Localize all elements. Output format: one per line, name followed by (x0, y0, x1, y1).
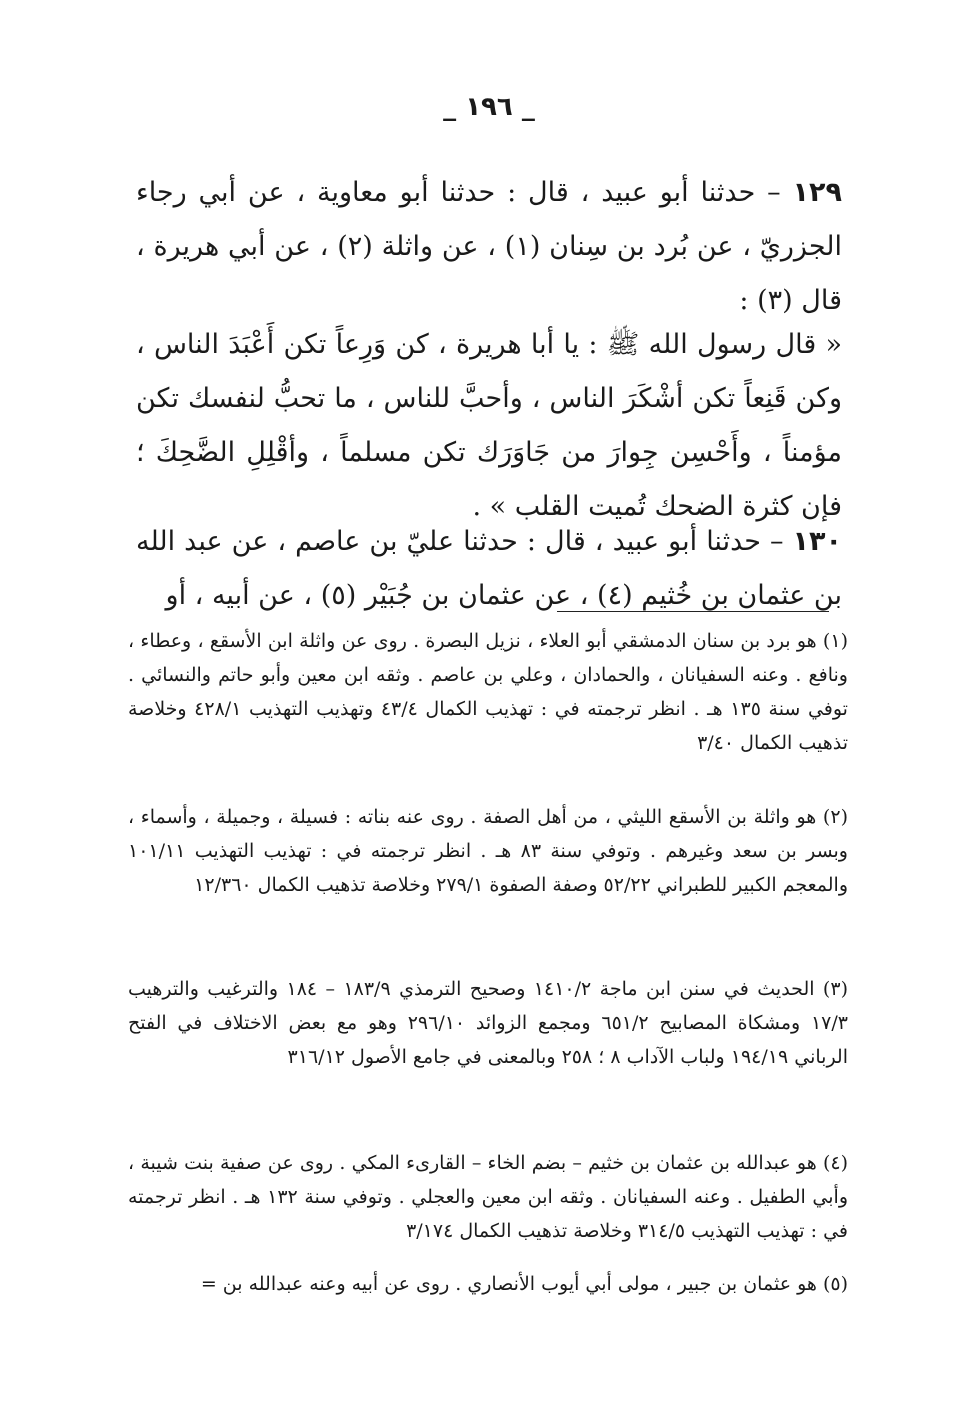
footnote-text: (١) هو برد بن سنان الدمشقي أبو العلاء ، نزيل البصرة . روى عن واثلة ابن الأسقع ، وعطاء ، ونافع . وعنه السفيانان ، والحمادان ، وعلي بن عاصم . وثقه ابن معين وأبو حاتم والنسائي . توفي سنة ١٣٥ هـ . انظر ترجمته في : تهذيب الكمال ٤٣/٤ وتهذيب التهذيب ٤٢٨/١ وخلاصة تذهيب الكمال ٣/٤٠ (128, 630, 848, 754)
hadith-129 (136, 166, 842, 328)
footnote-2 (128, 800, 848, 902)
hadith-number: ١٢٩ (792, 177, 842, 208)
hadith-number: ١٣٠ (792, 526, 842, 557)
footnote-text: (٤) هو عبدالله بن عثمان بن خثيم – بضم الخاء – القارىء المكي . روى عن صفية بنت شيبة ، وأبي الطفيل . وعنه السفيانان . وثقه ابن معين والعجلي . وتوفي سنة ١٣٢ هـ . انظر ترجمته في : تهذيب التهذيب ٣١٤/٥ وخلاصة تذهيب الكمال ٣/١٧٤ (128, 1152, 848, 1242)
footnote-1 (128, 624, 848, 760)
quote-text: « قال رسول الله ﷺ : يا أبا هريرة ، كن وَرِعاً تكن أَعْبَدَ الناس ، وكن قَنِعاً تكن أشْكَرَ الناس ، وأحبَّ للناس ، ما تحبُّ لنفسك تكن مؤمناً ، وأَحْسِن جِوارَ من جَاوَرَك تكن مسلماً ، وأقْلِلِ الضَّحِكَ ؛ فإن كثرة الضحك تُميت القلب » . (136, 329, 842, 522)
hadith-text: – حدثنا أبو عبيد ، قال : حدثنا عليّ بن عاصم ، عن عبد الله بن عثمان بن خُثيم (٤) ، عن عثمان بن جُبَيْر (٥) ، عن أبيه ، أو (136, 526, 842, 611)
hadith-text: – حدثنا أبو عبيد ، قال : حدثنا أبو معاوية ، عن أبي رجاء الجزريّ ، عن بُرد بن سِنان (١) ، عن واثلة (٢) ، عن أبي هريرة ، قال (٣) : (136, 177, 842, 316)
footnote-text: (٥) هو عثمان بن جبير ، مولى أبي أيوب الأنصاري . روى عن أبيه وعنه عبدالله بن = (200, 1273, 848, 1295)
hadith-130 (136, 515, 842, 623)
prophetic-quote (136, 318, 842, 534)
footnote-4 (128, 1146, 848, 1248)
footnote-separator (557, 611, 829, 612)
footnote-text: (٢) هو واثلة بن الأسقع الليثي ، من أهل الصفة . روى عنه بناته : فسيلة ، وجميلة ، وأسماء ، وبسر بن سعد وغيرهم . وتوفي سنة ٨٣ هـ . انظر ترجمته في : تهذيب التهذيب ١٠١/١١ والمعجم الكبير للطبراني ٥٢/٢٢ وصفة الصفوة ٢٧٩/١ وخلاصة تذهيب الكمال ١٢/٣٦٠ (128, 806, 848, 896)
footnote-3 (128, 972, 848, 1074)
footnote-text: (٣) الحديث في سنن ابن ماجة ١٤١٠/٢ وصحيح الترمذي ١٨٣/٩ – ١٨٤ والترغيب والترهيب ١٧/٣ ومشكاة المصابيح ٦٥١/٢ ومجمع الزوائد ٢٩٦/١٠ وهو مع بعض الاختلاف في الفتح الرباني ١٩٤/١٩ ولباب الآداب ٨ ؛ ٢٥٨ وبالمعنى في جامع الأصول ٣١٦/١٢ (128, 978, 848, 1068)
page-number: _ ١٩٦ _ (443, 92, 535, 122)
footnote-5 (96, 1267, 848, 1301)
